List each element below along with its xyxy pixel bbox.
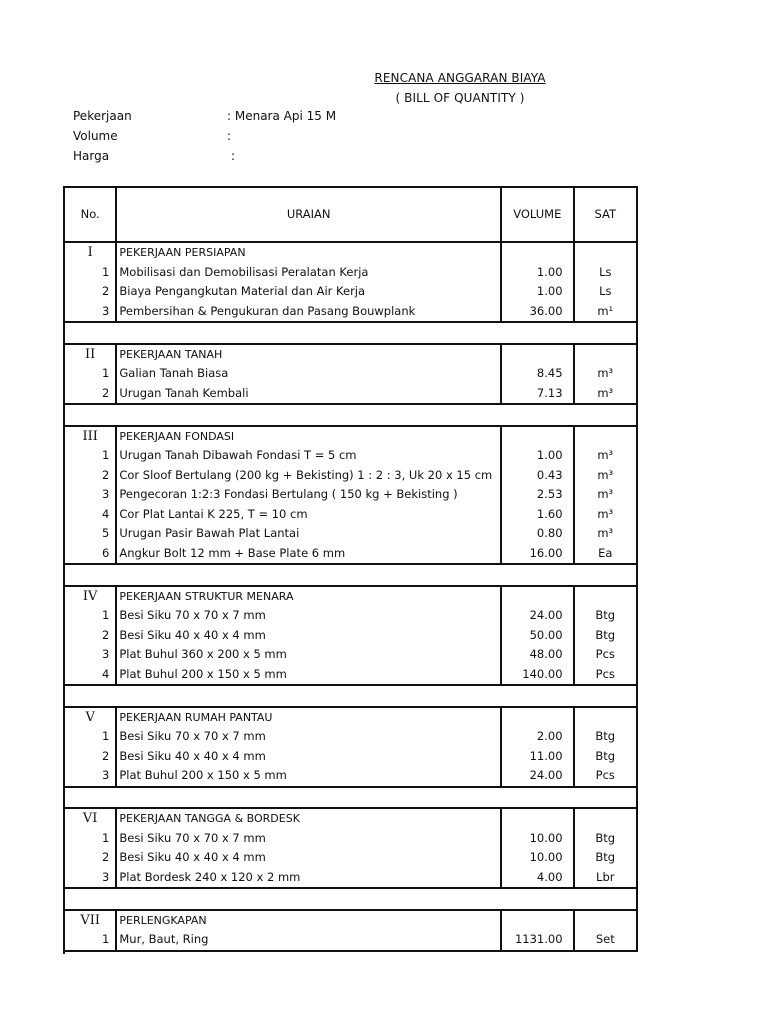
item-unit: m¹ — [574, 302, 637, 323]
meta-label-volume: Volume — [73, 129, 118, 143]
spacer-cell — [574, 322, 637, 344]
section-header-row — [64, 707, 637, 728]
table-row — [64, 384, 637, 405]
item-volume: 2.00 — [501, 727, 574, 747]
item-volume: 1.60 — [501, 505, 574, 525]
item-number: 4 — [64, 505, 116, 525]
table-row — [64, 727, 637, 747]
item-number: 1 — [64, 606, 116, 626]
item-volume: 16.00 — [501, 544, 574, 565]
section-header-row — [64, 586, 637, 607]
spacer-cell — [574, 787, 637, 809]
item-number: 2 — [64, 384, 116, 405]
section-number: VI — [64, 808, 116, 829]
section-number: I — [64, 242, 116, 263]
item-description: Besi Siku 70 x 70 x 7 mm — [116, 829, 501, 849]
item-volume: 1.00 — [501, 446, 574, 466]
section-header-row — [64, 344, 637, 365]
table-row — [64, 930, 637, 951]
item-unit: Pcs — [574, 766, 637, 787]
table-row — [64, 485, 637, 505]
volume-cell — [501, 586, 574, 607]
item-number: 3 — [64, 645, 116, 665]
table-row — [64, 829, 637, 849]
header-sat: SAT — [574, 187, 637, 242]
item-description: Pembersihan & Pengukuran dan Pasang Bouwplank — [116, 302, 501, 323]
item-description: Cor Sloof Bertulang (200 kg + Bekisting) 1 : 2 : 3, Uk 20 x 15 cm — [116, 466, 501, 486]
item-volume: 7.13 — [501, 384, 574, 405]
item-number: 2 — [64, 282, 116, 302]
item-volume: 1131.00 — [501, 930, 574, 951]
section-number: III — [64, 426, 116, 447]
meta-label-harga: Harga — [73, 149, 110, 163]
table-row — [64, 364, 637, 384]
item-unit: Pcs — [574, 645, 637, 665]
document-subtitle: ( BILL OF QUANTITY ) — [395, 91, 525, 105]
section-title: PEKERJAAN RUMAH PANTAU — [116, 707, 501, 728]
item-volume: 4.00 — [501, 868, 574, 889]
spacer-cell — [64, 787, 574, 809]
item-unit: Btg — [574, 727, 637, 747]
item-number: 1 — [64, 930, 116, 951]
unit-cell — [574, 242, 637, 263]
table-row — [64, 747, 637, 767]
item-unit: m³ — [574, 485, 637, 505]
table-row — [64, 505, 637, 525]
section-number: II — [64, 344, 116, 365]
volume-cell — [501, 426, 574, 447]
table-row — [64, 263, 637, 283]
item-number: 3 — [64, 302, 116, 323]
item-unit: Btg — [574, 747, 637, 767]
item-number: 5 — [64, 524, 116, 544]
item-unit: Btg — [574, 829, 637, 849]
item-unit: Btg — [574, 606, 637, 626]
item-volume: 11.00 — [501, 747, 574, 767]
document-title: RENCANA ANGGARAN BIAYA — [374, 71, 546, 85]
table-row — [64, 446, 637, 466]
spacer-cell — [64, 685, 574, 707]
section-spacer — [64, 404, 637, 426]
section-header-row — [64, 426, 637, 447]
item-description: Plat Buhul 200 x 150 x 5 mm — [116, 766, 501, 787]
item-description: Angkur Bolt 12 mm + Base Plate 6 mm — [116, 544, 501, 565]
item-volume: 140.00 — [501, 665, 574, 686]
item-description: Pengecoran 1:2:3 Fondasi Bertulang ( 150 kg + Bekisting ) — [116, 485, 501, 505]
item-volume: 48.00 — [501, 645, 574, 665]
item-unit: Ea — [574, 544, 637, 565]
item-unit: Lbr — [574, 868, 637, 889]
item-description: Besi Siku 40 x 40 x 4 mm — [116, 626, 501, 646]
section-header-row — [64, 242, 637, 263]
item-number: 6 — [64, 544, 116, 565]
item-description: Plat Buhul 360 x 200 x 5 mm — [116, 645, 501, 665]
item-volume: 1.00 — [501, 282, 574, 302]
item-number: 2 — [64, 747, 116, 767]
unit-cell — [574, 910, 637, 931]
item-unit: Btg — [574, 626, 637, 646]
section-number: VII — [64, 910, 116, 931]
meta-value-pekerjaan: : Menara Api 15 M — [227, 109, 337, 123]
meta-value-harga: : — [231, 149, 236, 163]
table-continuation-line — [63, 934, 65, 954]
unit-cell — [574, 808, 637, 829]
table-row — [64, 626, 637, 646]
item-description: Mur, Baut, Ring — [116, 930, 501, 951]
spacer-cell — [574, 685, 637, 707]
section-spacer — [64, 322, 637, 344]
item-volume: 10.00 — [501, 829, 574, 849]
table-row — [64, 544, 637, 565]
item-volume: 2.53 — [501, 485, 574, 505]
spacer-cell — [574, 404, 637, 426]
section-number: IV — [64, 586, 116, 607]
item-description: Cor Plat Lantai K 225, T = 10 cm — [116, 505, 501, 525]
section-spacer — [64, 685, 637, 707]
item-description: Besi Siku 70 x 70 x 7 mm — [116, 606, 501, 626]
item-volume: 8.45 — [501, 364, 574, 384]
item-description: Biaya Pengangkutan Material dan Air Kerja — [116, 282, 501, 302]
item-number: 1 — [64, 829, 116, 849]
item-description: Urugan Pasir Bawah Plat Lantai — [116, 524, 501, 544]
section-title: PERLENGKAPAN — [116, 910, 501, 931]
volume-cell — [501, 242, 574, 263]
item-volume: 50.00 — [501, 626, 574, 646]
table-row — [64, 766, 637, 787]
section-header-row — [64, 910, 637, 931]
section-spacer — [64, 787, 637, 809]
spacer-cell — [574, 564, 637, 586]
table-header-row — [64, 187, 637, 242]
table-row — [64, 282, 637, 302]
item-description: Besi Siku 40 x 40 x 4 mm — [116, 848, 501, 868]
table-row — [64, 645, 637, 665]
item-unit: Ls — [574, 282, 637, 302]
table-row — [64, 524, 637, 544]
item-volume: 0.43 — [501, 466, 574, 486]
item-unit: m³ — [574, 384, 637, 405]
table-row — [64, 606, 637, 626]
item-description: Besi Siku 70 x 70 x 7 mm — [116, 727, 501, 747]
item-description: Mobilisasi dan Demobilisasi Peralatan Kerja — [116, 263, 501, 283]
item-description: Besi Siku 40 x 40 x 4 mm — [116, 747, 501, 767]
item-unit: m³ — [574, 466, 637, 486]
section-title: PEKERJAAN FONDASI — [116, 426, 501, 447]
section-title: PEKERJAAN STRUKTUR MENARA — [116, 586, 501, 607]
item-number: 1 — [64, 727, 116, 747]
item-unit: m³ — [574, 524, 637, 544]
item-number: 3 — [64, 868, 116, 889]
header-no: No. — [64, 187, 116, 242]
meta-label-pekerjaan: Pekerjaan — [73, 109, 132, 123]
item-unit: Ls — [574, 263, 637, 283]
item-unit: m³ — [574, 505, 637, 525]
spacer-cell — [64, 888, 574, 910]
item-volume: 1.00 — [501, 263, 574, 283]
section-spacer — [64, 888, 637, 910]
bill-of-quantity-table — [63, 186, 638, 952]
section-spacer — [64, 564, 637, 586]
unit-cell — [574, 586, 637, 607]
unit-cell — [574, 426, 637, 447]
item-unit: Pcs — [574, 665, 637, 686]
table-row — [64, 466, 637, 486]
volume-cell — [501, 910, 574, 931]
section-number: V — [64, 707, 116, 728]
spacer-cell — [64, 404, 574, 426]
item-description: Urugan Tanah Kembali — [116, 384, 501, 405]
meta-value-volume: : — [227, 129, 232, 143]
item-volume: 24.00 — [501, 766, 574, 787]
table-row — [64, 868, 637, 889]
unit-cell — [574, 707, 637, 728]
item-number: 2 — [64, 466, 116, 486]
table-row — [64, 302, 637, 323]
volume-cell — [501, 707, 574, 728]
spacer-cell — [574, 888, 637, 910]
item-volume: 24.00 — [501, 606, 574, 626]
item-number: 2 — [64, 848, 116, 868]
volume-cell — [501, 344, 574, 365]
section-title: PEKERJAAN TANGGA & BORDESK — [116, 808, 501, 829]
item-number: 1 — [64, 364, 116, 384]
header-volume: VOLUME — [501, 187, 574, 242]
section-title: PEKERJAAN TANAH — [116, 344, 501, 365]
spacer-cell — [64, 564, 574, 586]
header-uraian: URAIAN — [116, 187, 501, 242]
item-volume: 36.00 — [501, 302, 574, 323]
item-unit: m³ — [574, 446, 637, 466]
item-unit: Set — [574, 930, 637, 951]
item-number: 3 — [64, 485, 116, 505]
item-volume: 10.00 — [501, 848, 574, 868]
item-description: Plat Bordesk 240 x 120 x 2 mm — [116, 868, 501, 889]
item-unit: Btg — [574, 848, 637, 868]
spacer-cell — [64, 322, 574, 344]
item-number: 1 — [64, 446, 116, 466]
volume-cell — [501, 808, 574, 829]
table-row — [64, 848, 637, 868]
item-unit: m³ — [574, 364, 637, 384]
item-number: 4 — [64, 665, 116, 686]
table-body — [64, 242, 637, 951]
item-description: Galian Tanah Biasa — [116, 364, 501, 384]
section-title: PEKERJAAN PERSIAPAN — [116, 242, 501, 263]
item-description: Plat Buhul 200 x 150 x 5 mm — [116, 665, 501, 686]
item-volume: 0.80 — [501, 524, 574, 544]
item-number: 1 — [64, 263, 116, 283]
unit-cell — [574, 344, 637, 365]
item-number: 2 — [64, 626, 116, 646]
table-row — [64, 665, 637, 686]
item-description: Urugan Tanah Dibawah Fondasi T = 5 cm — [116, 446, 501, 466]
section-header-row — [64, 808, 637, 829]
item-number: 3 — [64, 766, 116, 787]
